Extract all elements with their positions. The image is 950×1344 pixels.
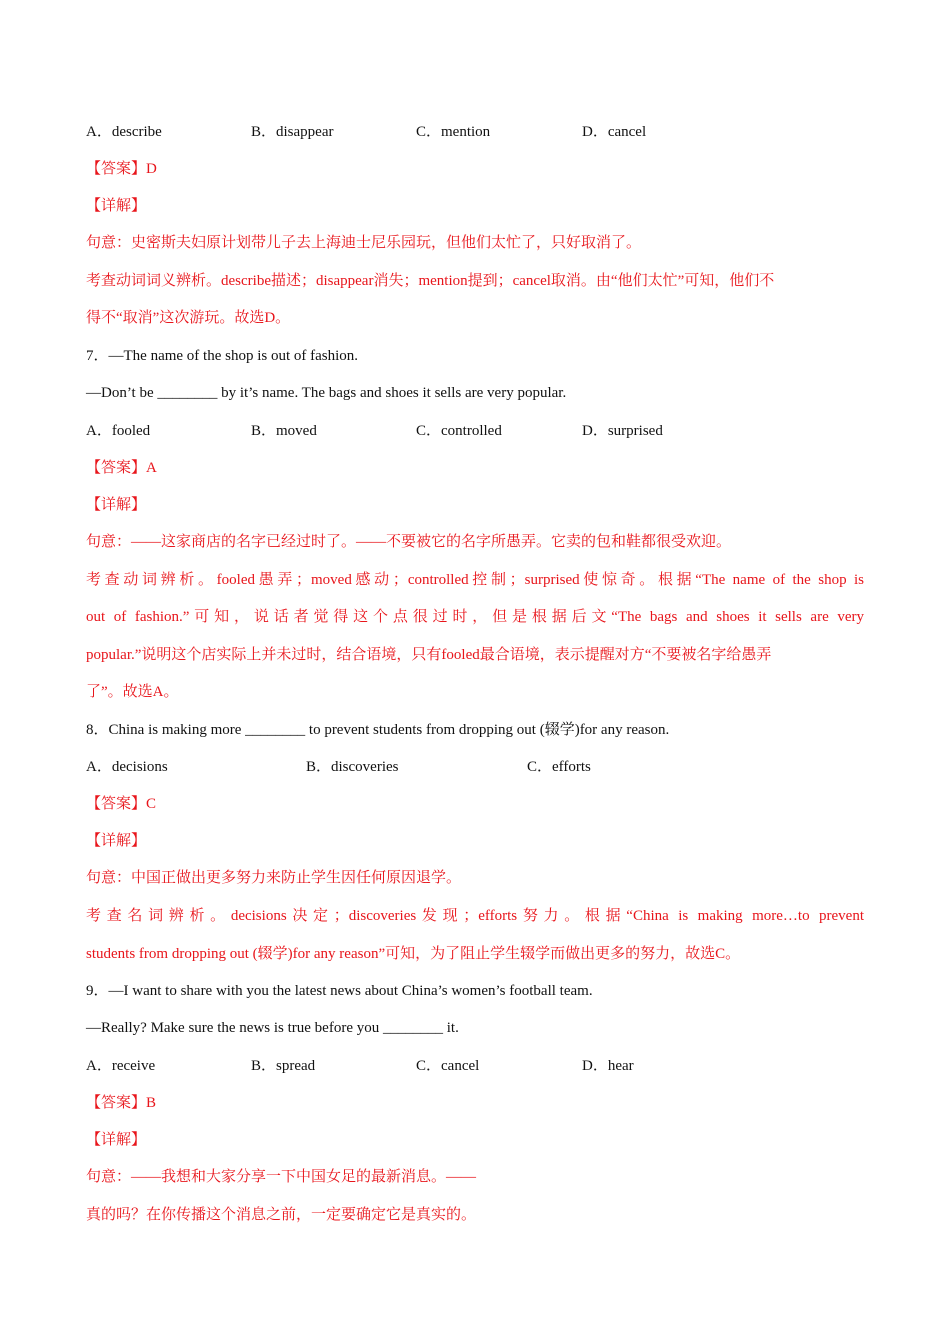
q7-analysis-line-2: out of fashion.”可知，说话者觉得这个点很过时，但是根据后文“The bags and shoes it sells are very [86, 609, 864, 625]
q8-option-a: A．decisions [86, 759, 168, 775]
q9-stem-line-2: —Really? Make sure the news is true before you ________ it. [86, 1020, 459, 1036]
q7-answer: 【答案】A [86, 460, 157, 476]
q8-analysis-line-1: 考查名词辨析。decisions决定；discoveries发现；efforts努力。根据“China is making more…to prevent [86, 908, 864, 924]
q7-stem-line-2: —Don’t be ________ by it’s name. The bags and shoes it sells are very popular. [86, 385, 567, 401]
q7-detail-heading: 【详解】 [86, 497, 147, 513]
q6-option-a: A．describe [86, 124, 162, 140]
q6-option-b: B．disappear [251, 124, 334, 140]
q6-option-c: C．mention [416, 124, 491, 140]
q8-meaning: 句意：中国正做出更多努力来防止学生因任何原因退学。 [86, 870, 462, 886]
q8-answer: 【答案】C [86, 796, 157, 812]
q9-option-b: B．spread [251, 1058, 316, 1074]
q6-detail-heading: 【详解】 [86, 198, 147, 214]
q9-meaning-line-1: 句意：——我想和大家分享一下中国女足的最新消息。—— [86, 1169, 477, 1185]
q9-option-a: A．receive [86, 1058, 156, 1074]
q6-meaning: 句意：史密斯夫妇原计划带儿子去上海迪士尼乐园玩，但他们太忙了，只好取消了。 [86, 235, 642, 251]
q9-stem-line-1: 9．—I want to share with you the latest news about China’s women’s football team. [86, 983, 593, 999]
q9-option-d: D．hear [582, 1058, 634, 1074]
q6-answer: 【答案】D [86, 161, 157, 177]
q7-analysis-line-1: 考查动词辨析。fooled愚弄；moved感动；controlled控制；surprised使惊奇。根据“The name of the shop is [86, 572, 864, 588]
q8-stem: 8．China is making more ________ to prevent students from dropping out (辍学)for any reason. [86, 722, 670, 738]
q8-option-b: B．discoveries [306, 759, 399, 775]
q7-stem-line-1: 7．—The name of the shop is out of fashion. [86, 348, 359, 364]
q9-option-c: C．cancel [416, 1058, 480, 1074]
q7-option-c: C．controlled [416, 423, 502, 439]
q8-analysis-line-2: students from dropping out (辍学)for any reason”可知，为了阻止学生辍学而做出更多的努力，故选C。 [86, 946, 741, 962]
q7-option-a: A．fooled [86, 423, 151, 439]
q9-answer: 【答案】B [86, 1095, 157, 1111]
q6-analysis-line-1: 考查动词词义辨析。describe描述；disappear消失；mention提到；cancel取消。由“他们太忙”可知，他们不 [86, 273, 775, 289]
q6-analysis-line-2: 得不“取消”这次游玩。故选D。 [86, 310, 291, 326]
q6-option-d: D．cancel [582, 124, 647, 140]
q9-meaning-line-2: 真的吗？在你传播这个消息之前，一定要确定它是真实的。 [86, 1207, 477, 1223]
q8-detail-heading: 【详解】 [86, 833, 147, 849]
q7-analysis-line-3: popular.”说明这个店实际上并未过时，结合语境，只有fooled最合语境，表示提醒对方“不要被名字给愚弄 [86, 647, 772, 663]
q7-analysis-line-4: 了”。故选A。 [86, 684, 179, 700]
q7-meaning: 句意：——这家商店的名字已经过时了。——不要被它的名字所愚弄。它卖的包和鞋都很受欢迎。 [86, 534, 732, 550]
q9-detail-heading: 【详解】 [86, 1132, 147, 1148]
q7-option-b: B．moved [251, 423, 317, 439]
q7-option-d: D．surprised [582, 423, 663, 439]
q8-option-c: C．efforts [527, 759, 591, 775]
